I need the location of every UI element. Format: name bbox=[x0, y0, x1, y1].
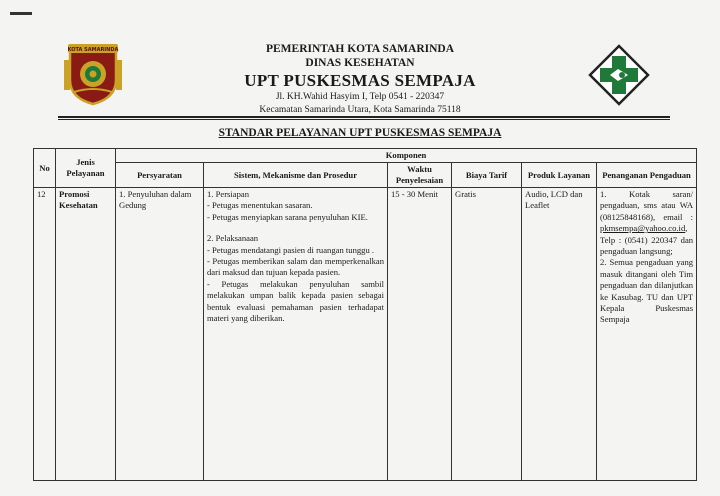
table-row bbox=[34, 188, 697, 481]
letterhead-institution: UPT PUSKESMAS SEMPAJA bbox=[244, 71, 476, 90]
document-title: STANDAR PELAYANAN UPT PUSKESMAS SEMPAJA bbox=[218, 127, 502, 139]
header-jenis-pelayanan: Jenis Pelayanan bbox=[56, 149, 116, 188]
step-persiapan-item: - Petugas menyiapkan sarana penyuluhan KIE. bbox=[207, 211, 368, 222]
header-komponen: Komponen bbox=[116, 149, 697, 163]
cell-persyaratan: 1. Penyuluhan dalam Gedung bbox=[116, 188, 204, 481]
letterhead-district: Kecamatan Samarinda Utara, Kota Samarinda 75118 bbox=[259, 105, 461, 115]
cell-no: 12 bbox=[34, 188, 56, 481]
step-persiapan-title: 1. Persiapan bbox=[207, 189, 250, 199]
cell-produk: Audio, LCD dan Leaflet bbox=[522, 188, 597, 481]
cell-jenis-pelayanan: Promosi Kesehatan bbox=[56, 188, 116, 481]
step-pelaksanaan-title: 2. Pelaksanaan bbox=[207, 233, 259, 244]
header-no: No bbox=[34, 149, 56, 188]
header-persyaratan: Persyaratan bbox=[116, 163, 204, 188]
letterhead-government: PEMERINTAH KOTA SAMARINDA bbox=[265, 43, 455, 55]
cell-biaya: Gratis bbox=[452, 188, 522, 481]
svg-text:KOTA SAMARINDA: KOTA SAMARINDA bbox=[67, 47, 119, 53]
service-standard-table bbox=[33, 148, 697, 481]
letterhead-address: Jl. KH.Wahid Hasyim I, Telp 0541 - 220347 bbox=[275, 92, 445, 102]
complaint-channels: 1. Kotak saran/ pengaduan, sms atau WA (08125848168), email : bbox=[600, 189, 694, 222]
letterhead-department: DINAS KESEHATAN bbox=[305, 57, 415, 69]
header-sistem: Sistem, Mekanisme dan Prosedur bbox=[204, 163, 388, 188]
complaint-email-link[interactable]: pkmsempa@yahoo.co.id bbox=[600, 223, 686, 234]
scan-mark bbox=[10, 12, 32, 15]
header-biaya: Biaya Tarif bbox=[452, 163, 522, 188]
cell-waktu: 15 - 30 Menit bbox=[388, 188, 452, 481]
complaint-handling: 2. Semua pengaduan yang masuk ditangani oleh Tim pengaduan dan dilanjutkan ke Kasubag. TU dan UPT Kepala Puskesmas Sempaja bbox=[600, 257, 694, 325]
letterhead bbox=[150, 42, 570, 117]
letterhead-rule-thin bbox=[58, 119, 670, 120]
complaint-phone: , Telp : (0541) 220347 dan pengaduan langsung; bbox=[600, 223, 694, 257]
puskesmas-logo-icon bbox=[588, 44, 650, 106]
step-pelaksanaan-item: - Petugas melakukan penyuluhan sambil melakukan umpan balik kepada pasien sebagai bentuk evaluasi pemahaman pasien terhadapat materi yang diberikan. bbox=[207, 278, 384, 324]
cell-penanganan bbox=[597, 188, 697, 481]
step-persiapan-item: - Petugas menentukan sasaran. bbox=[207, 200, 313, 211]
letterhead-rule bbox=[58, 116, 670, 118]
city-emblem-icon bbox=[62, 40, 124, 106]
header-penanganan: Penanganan Pengaduan bbox=[597, 163, 697, 188]
cell-sistem bbox=[204, 188, 388, 481]
step-pelaksanaan-item: - Petugas mendatangi pasien di ruangan tunggu . bbox=[207, 244, 375, 255]
step-pelaksanaan-item: - Petugas memberikan salam dan memperkenalkan dari maksud dan tujuan kepada pasien. bbox=[207, 256, 384, 278]
header-produk: Produk Layanan bbox=[522, 163, 597, 188]
header-waktu: Waktu Penyelesaian bbox=[388, 163, 452, 188]
